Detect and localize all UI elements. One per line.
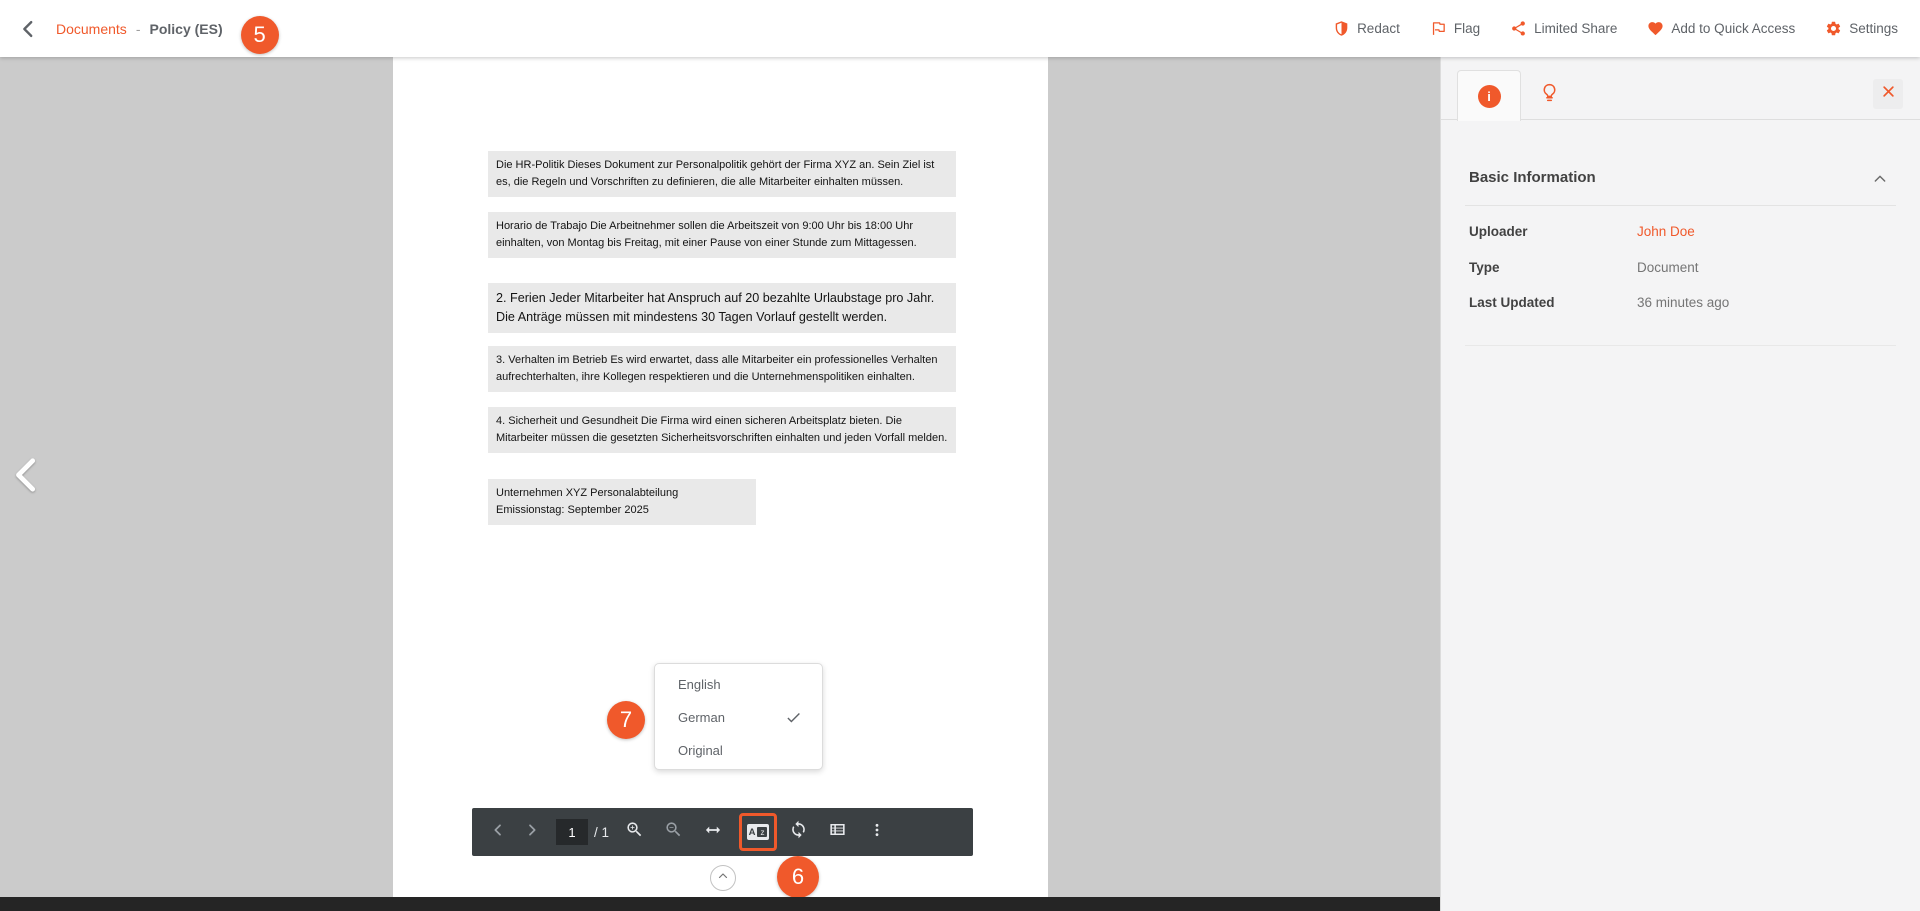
- language-option-label: German: [678, 710, 725, 725]
- thumbnail-list-button[interactable]: [828, 820, 847, 844]
- top-actions: [1333, 20, 1898, 37]
- language-option-german[interactable]: [655, 701, 822, 734]
- flag-label: Flag: [1453, 21, 1481, 36]
- zoom-in-icon: [625, 820, 644, 844]
- page-number-input[interactable]: 1: [556, 819, 588, 845]
- breadcrumb-current: Policy (ES): [149, 20, 223, 37]
- pdf-toolbar: [472, 808, 973, 856]
- limited-share-label: Limited Share: [1534, 21, 1618, 36]
- fit-width-icon: [703, 820, 723, 845]
- language-option-label: English: [678, 677, 721, 692]
- tab-info[interactable]: [1457, 70, 1521, 121]
- uploader-value[interactable]: John Doe: [1637, 224, 1695, 239]
- breadcrumb: [56, 21, 223, 37]
- last-updated-row: [1469, 295, 1893, 313]
- sync-icon: [789, 820, 808, 844]
- doc-paragraph-3: 2. Ferien Jeder Mitarbeiter hat Anspruch auf 20 bezahlte Urlaubstage pro Jahr. Die Anträge müssen mit mindestens 30 Tagen Vorlauf gestellt werden.: [488, 283, 956, 333]
- add-to-quick-access-button[interactable]: [1647, 20, 1795, 37]
- settings-button[interactable]: [1825, 20, 1898, 37]
- basic-information-title: Basic Information: [1469, 169, 1596, 186]
- zoom-out-icon: [664, 820, 683, 844]
- translate-language-menu: [654, 663, 823, 770]
- more-options-icon: [869, 821, 885, 844]
- info-icon: i: [1478, 85, 1501, 108]
- flag-button[interactable]: [1430, 20, 1480, 37]
- tab-insights[interactable]: [1539, 82, 1560, 108]
- last-updated-value: 36 minutes ago: [1637, 295, 1730, 310]
- add-to-quick-access-label: Add to Quick Access: [1671, 21, 1796, 36]
- thumbnail-list-icon: [828, 820, 847, 844]
- doc-paragraph-4: 3. Verhalten im Betrieb Es wird erwartet, dass alle Mitarbeiter ein professionelles Verhalten aufrechterhalten, ihre Kollegen respektieren und die Unternehmenspolitiken einhalten.: [488, 346, 956, 392]
- bottom-bar: [0, 897, 1440, 911]
- flag-icon: [1430, 20, 1447, 37]
- chevron-up-icon: [1872, 174, 1888, 191]
- document-viewer-stage: [0, 57, 1440, 897]
- uploader-row: [1469, 224, 1893, 242]
- top-bar: [0, 0, 1920, 57]
- step-badge-6: 6: [777, 856, 819, 897]
- page-total-label: / 1: [594, 824, 610, 840]
- collapse-toolbar-button[interactable]: [710, 865, 736, 891]
- document-page: [393, 57, 1048, 897]
- uploader-label: Uploader: [1469, 224, 1528, 239]
- collapse-section-button[interactable]: [1872, 171, 1888, 192]
- section-divider: [1465, 205, 1896, 206]
- type-row: [1469, 260, 1893, 278]
- sidebar-tab-bar: [1441, 57, 1920, 120]
- doc-footer: Unternehmen XYZ Personalabteilung Emissionstag: September 2025: [488, 479, 756, 525]
- chevron-up-icon: [717, 869, 729, 887]
- doc-paragraph-1: Die HR-Politik Dieses Dokument zur Personalpolitik gehört der Firma XYZ an. Sein Ziel ist es, die Regeln und Vorschriften zu definieren, die alle Mitarbeiter einhalten müssen.: [488, 151, 956, 197]
- translate-icon: [747, 824, 770, 840]
- settings-label: Settings: [1849, 21, 1898, 36]
- close-sidebar-button[interactable]: [1873, 79, 1903, 109]
- lightbulb-icon: [1539, 90, 1560, 107]
- details-sidebar: [1440, 57, 1920, 911]
- type-value: Document: [1637, 260, 1699, 275]
- redact-label: Redact: [1357, 21, 1400, 36]
- gear-icon: [1825, 20, 1842, 37]
- close-icon: [1881, 84, 1896, 104]
- language-option-english[interactable]: [655, 668, 822, 701]
- chevron-left-icon: [490, 822, 506, 843]
- last-updated-label: Last Updated: [1469, 295, 1555, 310]
- previous-page-button[interactable]: [490, 822, 506, 843]
- language-option-original[interactable]: [655, 734, 822, 767]
- limited-share-button[interactable]: [1510, 20, 1617, 37]
- step-badge-7: 7: [607, 701, 645, 739]
- doc-paragraph-2: Horario de Trabajo Die Arbeitnehmer sollen die Arbeitszeit von 9:00 Uhr bis 18:00 Uhr einhalten, von Montag bis Freitag, mit einer Pause von einer Stunde zum Mittagessen.: [488, 212, 956, 258]
- heart-icon: [1647, 20, 1664, 37]
- zoom-out-button[interactable]: [664, 820, 683, 844]
- step-badge-5: 5: [241, 16, 279, 54]
- shield-icon: [1333, 20, 1350, 37]
- share-icon: [1510, 20, 1527, 37]
- back-button[interactable]: [8, 9, 48, 49]
- section-bottom-divider: [1465, 345, 1896, 346]
- translate-button[interactable]: [739, 813, 777, 851]
- breadcrumb-documents-link[interactable]: Documents: [56, 20, 127, 37]
- chevron-left-icon: [10, 482, 44, 499]
- doc-paragraph-5: 4. Sicherheit und Gesundheit Die Firma wird einen sicheren Arbeitsplatz bieten. Die Mitarbeiter müssen die gesetzten Sicherheitsvorschriften einhalten und jeden Vorfall melden.: [488, 407, 956, 453]
- type-label: Type: [1469, 260, 1500, 275]
- breadcrumb-separator: -: [135, 20, 141, 37]
- language-option-label: Original: [678, 743, 723, 758]
- previous-document-button[interactable]: [10, 455, 44, 500]
- more-options-button[interactable]: [869, 821, 885, 844]
- chevron-right-icon: [524, 822, 540, 843]
- sync-button[interactable]: [789, 820, 808, 844]
- zoom-in-button[interactable]: [625, 820, 644, 844]
- fit-width-button[interactable]: [703, 820, 723, 845]
- chevron-left-icon: [17, 18, 39, 40]
- translate-z-glyph: z: [757, 827, 767, 837]
- translate-a-glyph: A: [748, 826, 756, 838]
- check-icon: [785, 709, 802, 726]
- next-page-button[interactable]: [524, 822, 540, 843]
- redact-button[interactable]: [1333, 20, 1400, 37]
